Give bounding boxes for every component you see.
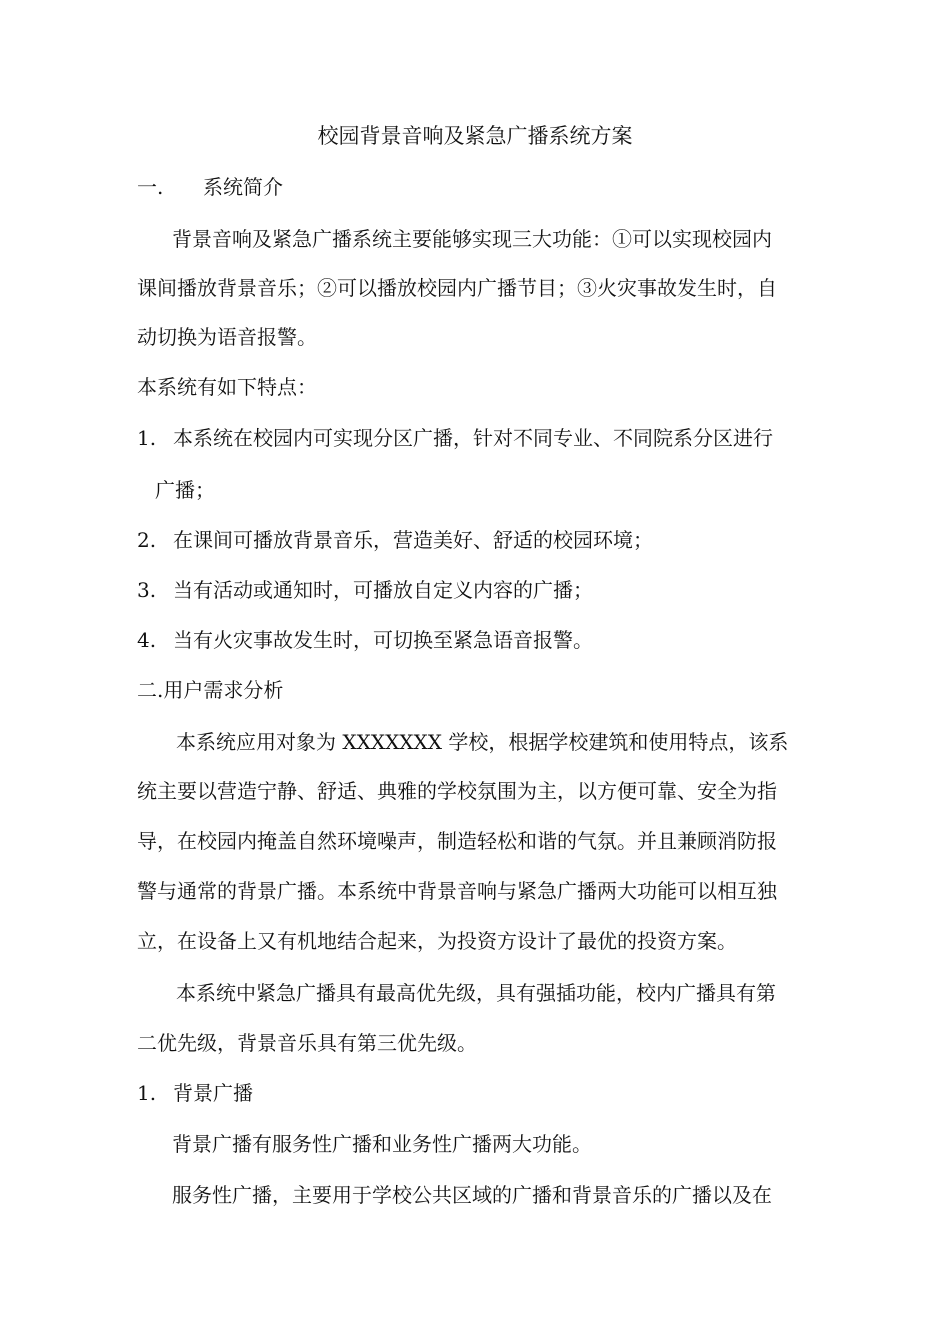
para2-line-2: 二优先级，背景音乐具有第三优先级。: [137, 1031, 477, 1055]
feature-number: 3.: [137, 578, 157, 602]
feature-text: 在课间可播放背景音乐，营造美好、舒适的校园环境；: [173, 528, 653, 552]
feature-number: 4.: [137, 628, 157, 652]
document-title: 校园背景音响及紧急广播系统方案: [317, 124, 633, 148]
feature-item: [137, 426, 773, 450]
subsection-line-2: 服务性广播，主要用于学校公共区域的广播和背景音乐的广播以及在: [172, 1183, 772, 1207]
subsection-heading: [137, 1081, 253, 1105]
feature-number: 1.: [137, 426, 157, 450]
para1-line-3: 导，在校园内掩盖自然环境噪声，制造轻松和谐的气氛。并且兼顾消防报: [137, 829, 777, 853]
feature-item: [137, 528, 653, 552]
para1-line-1: 本系统应用对象为 XXXXXXX 学校，根据学校建筑和使用特点，该系: [176, 730, 789, 754]
feature-item: [137, 578, 593, 602]
section1-number: 一.: [137, 175, 164, 199]
feature-text: 本系统在校园内可实现分区广播，针对不同专业、不同院系分区进行: [173, 426, 773, 450]
subsection-title: 背景广播: [173, 1081, 253, 1105]
subsection-line-1: 背景广播有服务性广播和业务性广播两大功能。: [172, 1132, 592, 1156]
feature-number: 2.: [137, 528, 157, 552]
intro-line-3: 动切换为语音报警。: [137, 325, 317, 349]
para1-line-2: 统主要以营造宁静、舒适、典雅的学校氛围为主，以方便可靠、安全为指: [137, 779, 777, 803]
para1-line-4: 警与通常的背景广播。本系统中背景音响与紧急广播两大功能可以相互独: [137, 879, 777, 903]
subsection-number: 1.: [137, 1081, 157, 1105]
para1-line-5: 立，在设备上又有机地结合起来，为投资方设计了最优的投资方案。: [137, 929, 737, 953]
section2-heading: 二.用户需求分析: [137, 678, 284, 702]
feature-item: [137, 628, 593, 652]
feature-text-continued: 广播；: [155, 478, 215, 502]
features-heading: 本系统有如下特点：: [137, 375, 317, 399]
feature-text: 当有火灾事故发生时，可切换至紧急语音报警。: [173, 628, 593, 652]
intro-line-1: 背景音响及紧急广播系统主要能够实现三大功能：①可以实现校园内: [172, 227, 772, 251]
feature-text: 当有活动或通知时，可播放自定义内容的广播；: [173, 578, 593, 602]
intro-line-2: 课间播放背景音乐；②可以播放校园内广播节目；③火灾事故发生时，自: [137, 276, 777, 300]
section1-heading: 系统简介: [203, 175, 283, 199]
para2-line-1: 本系统中紧急广播具有最高优先级，具有强插功能，校内广播具有第: [176, 981, 776, 1005]
